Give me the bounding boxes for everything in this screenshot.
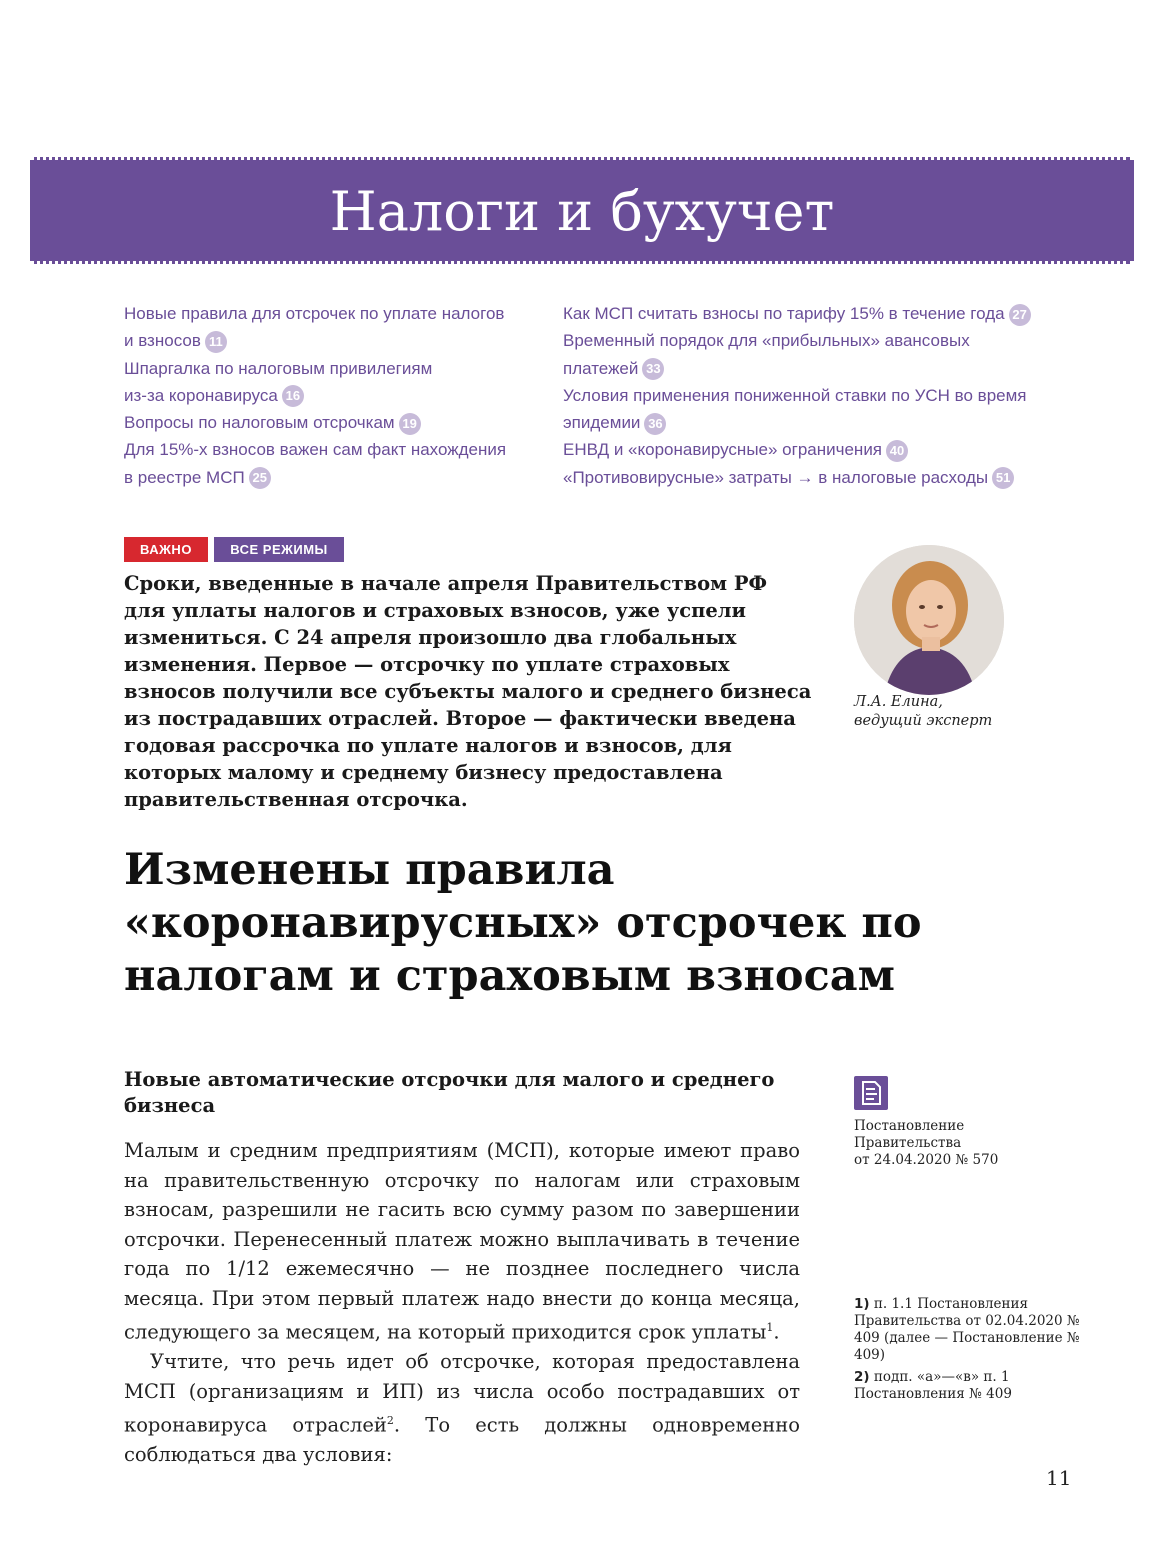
document-icon [854,1076,888,1110]
legal-reference: Постановление Правительства от 24.04.2020 № 570 [854,1118,999,1168]
toc-entry[interactable]: платежей 33 [563,355,1031,382]
toc-entry[interactable]: эпидемии 36 [563,409,1031,436]
section-title: Налоги и бухучет [329,180,835,243]
tag-important: ВАЖНО [124,537,208,562]
page-badge: 16 [282,385,304,407]
lead-paragraph: Сроки, введенные в начале апреля Правительством РФ для уплаты налогов и страховых взносов, уже успели измениться. С 24 апреля произошло два глобальных изменения. Первое — отсрочку по уплате страховых взносов получили все субъекты малого и среднего бизнеса из пострадавших отраслей. Второе — фактически введена годовая рассрочка по уплате налогов и взносов, для которых малому и среднему бизнесу предоставлена правительственная отсрочка. [124,572,812,811]
toc-entry[interactable]: «Противовирусные» затраты → в налоговые расходы 51 [563,464,1031,491]
toc-entry[interactable]: ЕНВД и «коронавирусные» ограничения 40 [563,436,1031,463]
section-banner [30,157,1134,264]
page-badge: 33 [642,358,664,380]
page-badge: 40 [886,440,908,462]
article-headline: Изменены правила «коронавирусных» отсрочек по налогам и страховым взносам [124,845,922,1001]
article-subheading: Новые автоматические отсрочки для малого и среднего бизнеса [124,1068,775,1117]
toc-entry[interactable]: и взносов 11 [124,327,506,354]
toc-entry[interactable]: Условия применения пониженной ставки по УСН во время [563,385,1027,405]
page-badge: 19 [399,413,421,435]
toc-right-column [563,300,1031,491]
footnote: 1) п. 1.1 Постановления Правительства от 02.04.2020 № 409 (далее — Постановление № 409) [854,1296,1080,1363]
tag-all-modes: ВСЕ РЕЖИМЫ [214,537,344,562]
toc-entry[interactable]: Вопросы по налоговым отсрочкам 19 [124,409,506,436]
toc-entry[interactable]: Как МСП считать взносы по тарифу 15% в течение года 27 [563,300,1031,327]
article-body [124,1136,800,1470]
toc-entry[interactable]: Для 15%-х взносов важен сам факт нахождения [124,440,507,460]
toc-entry[interactable]: в реестре МСП 25 [124,464,506,491]
author-role: ведущий эксперт [854,713,993,729]
page-badge: 11 [205,331,227,353]
toc-entry[interactable]: Новые правила для отсрочек по уплате налогов [124,304,505,323]
footnotes [854,1296,1084,1408]
footnote-ref[interactable]: 1 [766,1321,774,1334]
footnote-ref[interactable]: 2 [386,1414,394,1427]
toc-entry[interactable]: Временный порядок для «прибыльных» авансовых [563,331,970,351]
body-paragraph: Малым и средним предприятиям (МСП), которые имеют право на правительственную отсрочку по налогам или страховым взносам, разрешили не гасить всю сумму разом по завершении отсрочки. Перенесенный платеж можно выплачивать в течение года по 1/12 ежемесячно — не позднее последнего числа месяца. При этом первый платеж надо внести до конца месяца, следующего за месяцем, на который приходится срок уплаты$^1$. [124,1139,800,1344]
page-badge: 27 [1009,304,1031,326]
page-number: 11 [1046,1466,1072,1490]
footnote: 2) подп. «а»—«в» п. 1 Постановления № 409 [854,1369,1012,1402]
page-badge: 25 [249,467,271,489]
toc-left-column [124,300,506,491]
page-badge: 51 [992,467,1014,489]
author-caption [854,693,992,731]
author-portrait-icon [854,545,1004,695]
toc-entry[interactable]: из-за коронавируса 16 [124,382,506,409]
toc-entry[interactable]: Шпаргалка по налоговым привилегиям [124,358,433,378]
page-badge: 36 [644,413,666,435]
author-photo [854,545,1004,695]
body-paragraph: Учтите, что речь идет об отсрочке, которая предоставлена МСП (организациям и ИП) из числа особо пострадавших от коронавируса отраслей$^2$. То есть должны одновременно соблюдаться два условия: [124,1350,800,1466]
author-name: Л.А. Елина, [854,694,943,710]
